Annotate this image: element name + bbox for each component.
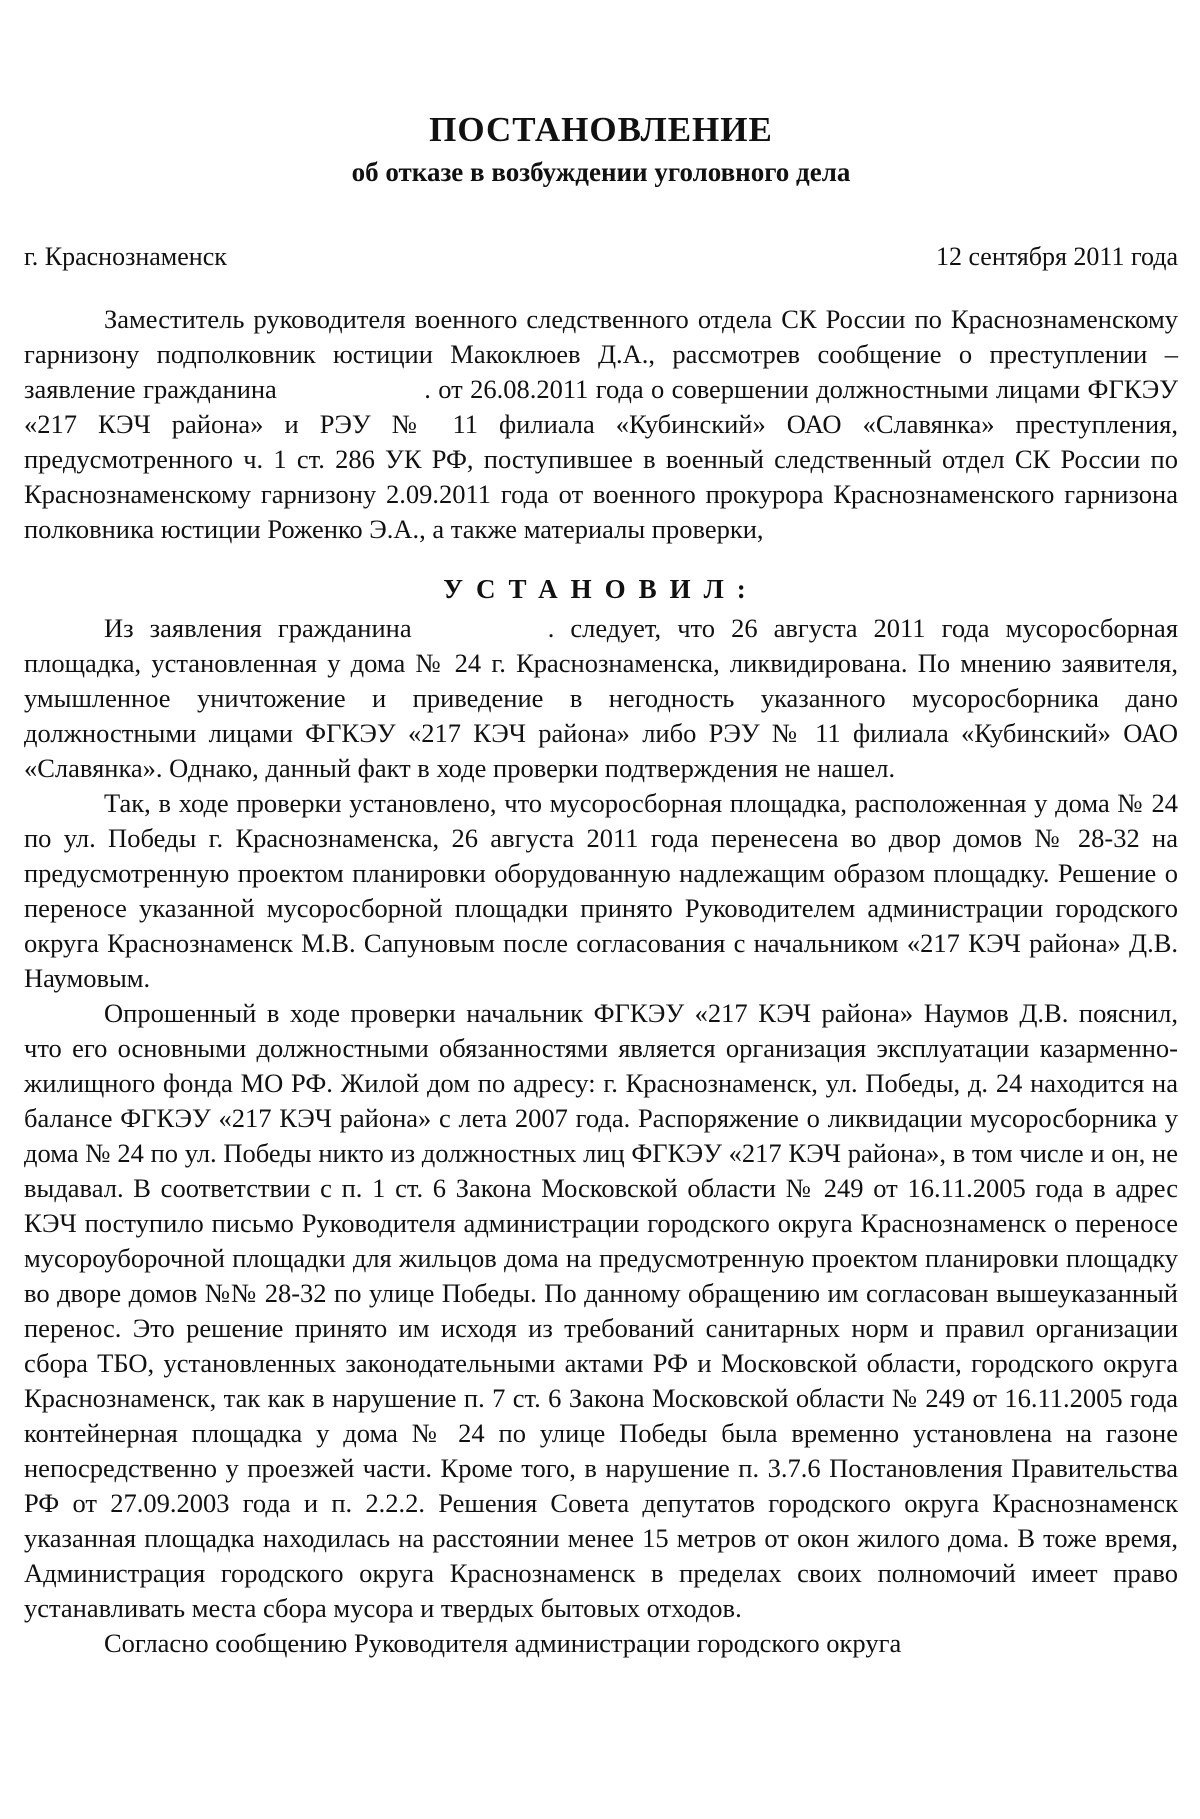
- intro-text-part1: Заместитель руководителя военного следственного отдела СК России по Краснознаменскому гарнизону подполковник юстиции Макоклюев Д.А., рассмотрев сообщение о преступлении – заявление гражданина: [24, 304, 1178, 404]
- paragraph-1-part2: . следует, что 26 августа 2011 года мусоросборная площадка, установленная у дома № 24 г. Краснознаменска, ликвидирована. По мнению заявителя, умышленное уничтожение и приведение в негодность указанного мусоросборника дано должностными лицами ФГКЭУ «217 КЭЧ района» либо РЭУ № 11 филиала «Кубинский» ОАО «Славянка». Однако, данный факт в ходе проверки подтверждения не нашел.: [24, 613, 1179, 783]
- paragraph-1: [24, 611, 1178, 786]
- document-place: г. Краснознаменск: [24, 242, 227, 271]
- paragraph-4: Согласно сообщению Руководителя администрации городского округа: [104, 1628, 902, 1658]
- redacted-name: [284, 376, 424, 400]
- place-date-row: [24, 240, 1178, 274]
- redacted-name: [428, 615, 548, 639]
- paragraph-1-part1: Из заявления гражданина: [104, 613, 412, 643]
- document-body: [24, 302, 1178, 1661]
- intro-paragraph: [24, 302, 1178, 547]
- document-title: ПОСТАНОВЛЕНИЕ: [429, 110, 773, 149]
- paragraph-2: Так, в ходе проверки установлено, что мусоросборная площадка, расположенная у дома № 24 по ул. Победы г. Краснознаменска, 26 августа 2011 года перенесена во двор домов № 28-32 на предусмотренную проектом планировки оборудованную надлежащим образом площадку. Решение о переносе указанной мусоросборной площадки принято Руководителем администрации городского округа Краснознаменск М.В. Сапуновым после согласования с начальником «217 КЭЧ района» Д.В. Наумовым.: [24, 788, 1178, 993]
- paragraph-3: Опрошенный в ходе проверки начальник ФГКЭУ «217 КЭЧ района» Наумов Д.В. пояснил, что его основными должностными обязанностями является организация эксплуатации казарменно-жилищного фонда МО РФ. Жилой дом по адресу: г. Краснознаменск, ул. Победы, д. 24 находится на балансе ФГКЭУ «217 КЭЧ района» с лета 2007 года. Распоряжение о ликвидации мусоросборника у дома № 24 по ул. Победы никто из должностных лиц ФГКЭУ «217 КЭЧ района», в том числе и он, не выдавал. В соответствии с п. 1 ст. 6 Закона Московской области № 249 от 16.11.2005 года в адрес КЭЧ поступило письмо Руководителя администрации городского округа Краснознаменск о переносе мусороуборочной площадки для жильцов дома на предусмотренную проектом планировки площадку во дворе домов №№ 28-32 по улице Победы. По данному обращению им согласован вышеуказанный перенос. Это решение принято им исходя из требований санитарных норм и правил организации сбора ТБО, установленных законодательными актами РФ и Московской области, городского округа Краснознаменск, так как в нарушение п. 7 ст. 6 Закона Московской области № 249 от 16.11.2005 года контейнерная площадка у дома № 24 по улице Победы была временно установлена на газоне непосредственно у проезжей части. Кроме того, в нарушение п. 3.7.6 Постановления Правительства РФ от 27.09.2003 года и п. 2.2.2. Решения Совета депутатов городского округа Краснознаменск указанная площадка находилась на расстоянии менее 15 метров от окон жилого дома. В тоже время, Администрация городского округа Краснознаменск в пределах своих полномочий имеет право устанавливать места сбора мусора и твердых бытовых отходов.: [24, 998, 1178, 1623]
- intro-text-part2: . от 26.08.2011 года о совершении должностными лицами ФГКЭУ «217 КЭЧ района» и РЭУ № 11 филиала «Кубинский» ОАО «Славянка» преступления, предусмотренного ч. 1 ст. 286 УК РФ, поступившее в военный следственный отдел СК России по Краснознаменскому гарнизону 2.09.2011 года от военного прокурора Краснознаменского гарнизона полковника юстиции Роженко Э.А., а также материалы проверки,: [24, 374, 1179, 544]
- established-heading: УСТАНОВИЛ:: [443, 574, 759, 604]
- document-subtitle: об отказе в возбуждении уголовного дела: [351, 157, 851, 187]
- document-date: 12 сентября 2011 года: [935, 242, 1178, 271]
